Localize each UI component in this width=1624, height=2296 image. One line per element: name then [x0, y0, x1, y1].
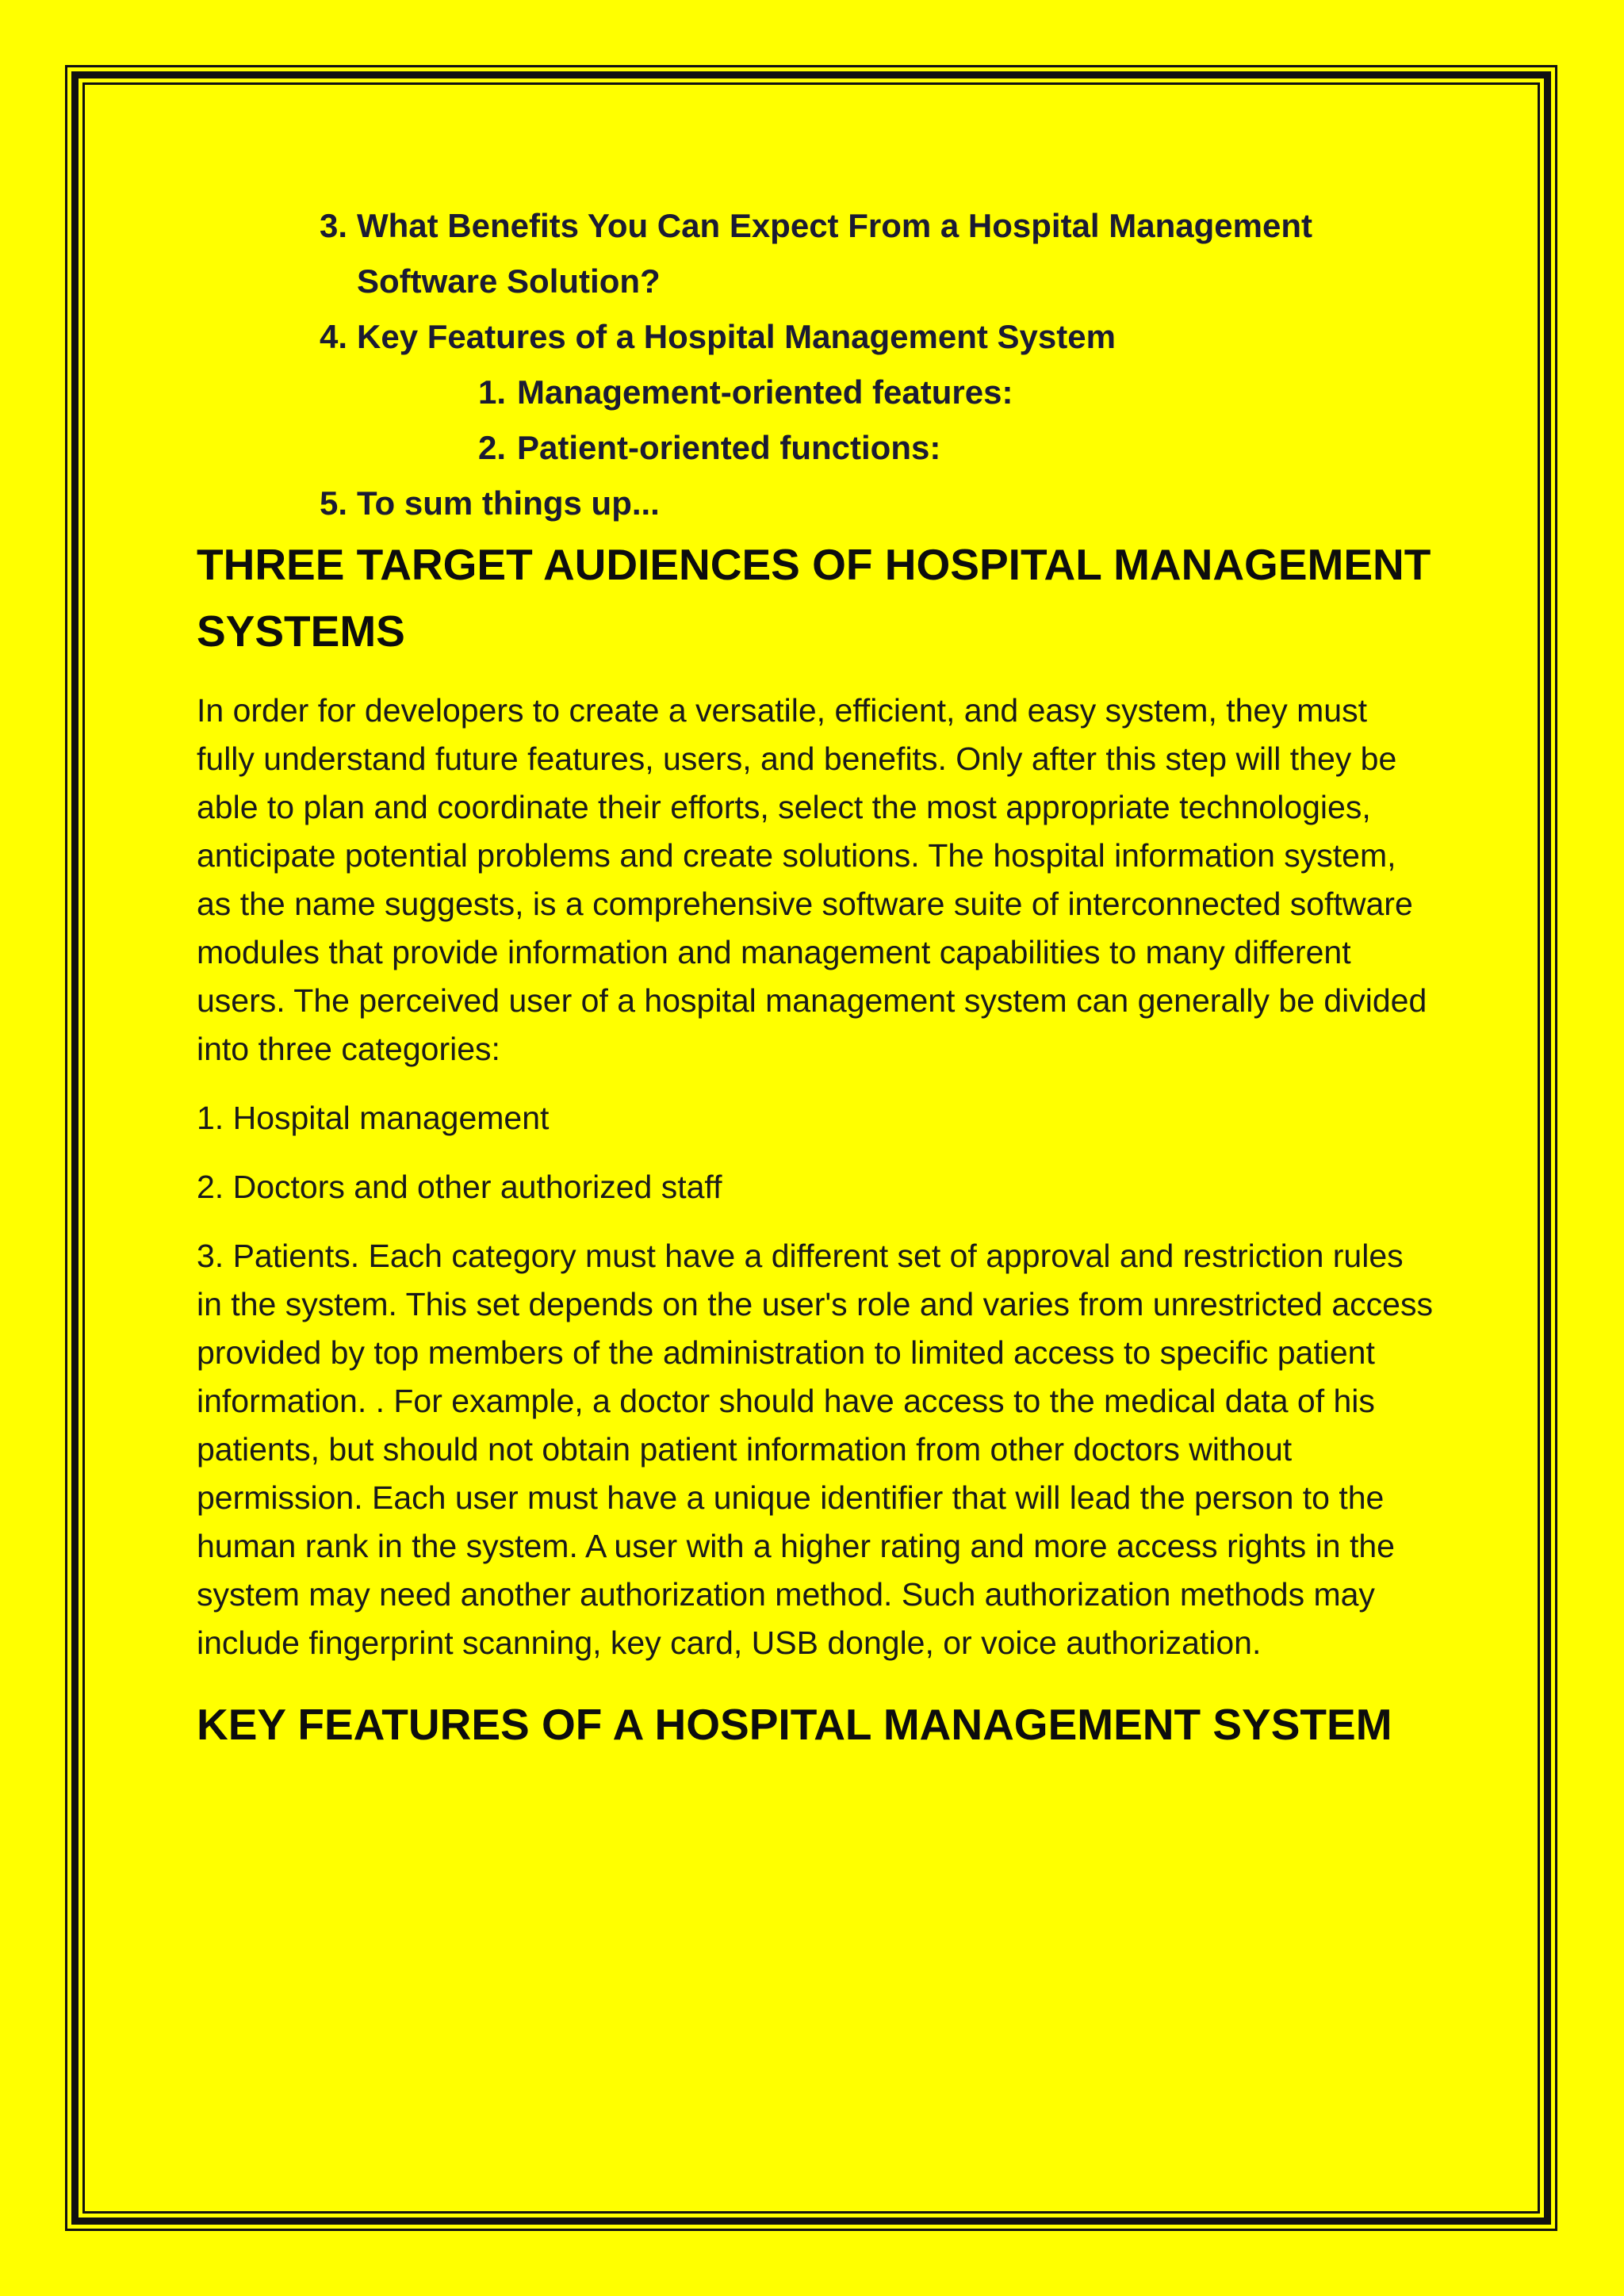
toc-item — [197, 198, 1434, 309]
toc-item-number: 3. — [319, 207, 347, 244]
toc-subitem — [197, 420, 1434, 476]
toc-subitem — [197, 365, 1434, 420]
toc-item-text: To sum things up... — [357, 484, 660, 522]
section-heading-target-audiences: THREE TARGET AUDIENCES OF HOSPITAL MANAGEMENT SYSTEMS — [197, 540, 1431, 656]
toc-item-number: 5. — [319, 484, 347, 522]
toc-subitem-text: Management-oriented features: — [517, 373, 1013, 411]
toc-item-number: 4. — [319, 318, 347, 355]
toc-item-text: Key Features of a Hospital Management System — [357, 318, 1116, 355]
audience-item-doctors: 2. Doctors and other authorized staff — [197, 1169, 722, 1205]
toc-subitem-number: 1. — [477, 373, 506, 411]
toc-item — [197, 476, 1434, 531]
audience-item-hospital-management: 1. Hospital management — [197, 1100, 550, 1136]
toc-item-text: What Benefits You Can Expect From a Hospital Management Software Solution? — [357, 207, 1312, 300]
table-of-contents — [197, 198, 1434, 531]
toc-subitem-text: Patient-oriented functions: — [517, 429, 941, 466]
toc-item — [197, 309, 1434, 365]
intro-paragraph: In order for developers to create a versatile, efficient, and easy system, they must fully understand future features, users, and benefits. Only after this step will they be able to plan and coordinate their efforts, select the most appropriate technologies, anticipate potential problems and create solutions. The hospital information system, as the name suggests, is a comprehensive software suite of interconnected software modules that provide information and management capabilities to many different users. The perceived user of a hospital management system can generally be divided into three categories: — [197, 692, 1427, 1067]
page-content — [197, 198, 1434, 1758]
section-heading-key-features: KEY FEATURES OF A HOSPITAL MANAGEMENT SYSTEM — [197, 1700, 1392, 1749]
toc-subitem-number: 2. — [477, 429, 506, 466]
audience-item-patients: 3. Patients. Each category must have a different set of approval and restriction rules in the system. This set depends on the user's role and varies from unrestricted access provided by top members of the administration to limited access to specific patient information. . For example, a doctor should have access to the medical data of his patients, but should not obtain patient information from other doctors without permission. Each user must have a unique identifier that will lead the person to the human rank in the system. A user with a higher rating and more access rights in the system may need another authorization method. Such authorization methods may include fingerprint scanning, key card, USB dongle, or voice authorization. — [197, 1238, 1433, 1661]
